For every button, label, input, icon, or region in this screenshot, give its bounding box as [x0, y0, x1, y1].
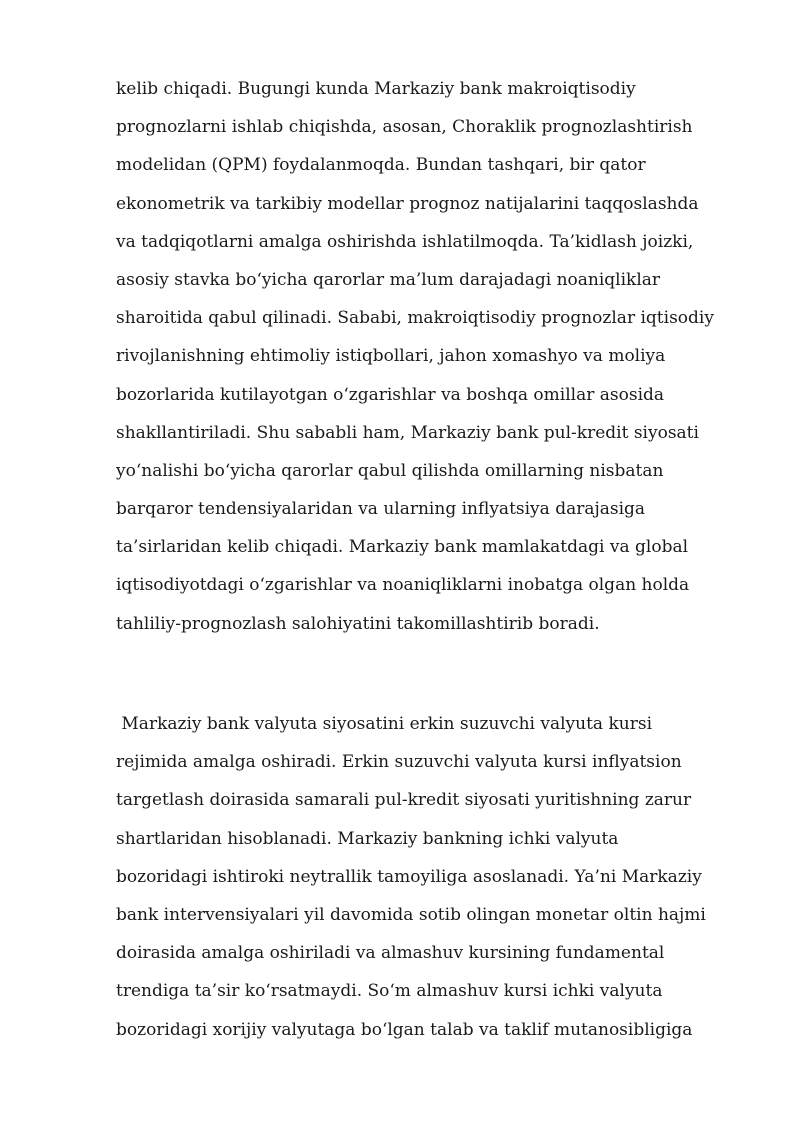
text-line: targetlash doirasida samarali pul-kredit siyosati yuritishning zarur [116, 790, 692, 811]
text-line: trendiga ta’sir ko‘rsatmaydi. So‘m almashuv kursi ichki valyuta [116, 981, 663, 1002]
text-line: ta’sirlaridan kelib chiqadi. Markaziy bank mamlakatdagi va global [116, 537, 689, 558]
text-line: sharoitida qabul qilinadi. Sababi, makroiqtisodiy prognozlar iqtisodiy [116, 308, 714, 329]
text-line: barqaror tendensiyalaridan va ularning inflyatsiya darajasiga [116, 499, 646, 520]
text-line: tahliliy-prognozlash salohiyatini takomillashtirib boradi. [116, 613, 600, 634]
text-line: yo‘nalishi bo‘yicha qarorlar qabul qilishda omillarning nisbatan [116, 460, 664, 481]
paragraph-monetary-forecasting [116, 70, 756, 643]
text-line: iqtisodiyotdagi o‘zgarishlar va noaniqliklarni inobatga olgan holda [116, 575, 690, 596]
text-line: kelib chiqadi. Bugungi kunda Markaziy bank makroiqtisodiy [116, 79, 636, 99]
paragraph-currency-policy [116, 705, 756, 1049]
text-line: ekonometrik va tarkibiy modellar prognoz natijalarini taqqoslashda [116, 193, 699, 214]
text-line: shakllantiriladi. Shu sababli ham, Markaziy bank pul-kredit siyosati [116, 422, 699, 443]
text-line: shartlaridan hisoblanadi. Markaziy bankning ichki valyuta [116, 828, 619, 849]
text-line: doirasida amalga oshiriladi va almashuv kursining fundamental [116, 943, 665, 964]
text-line: Markaziy bank valyuta siyosatini erkin suzuvchi valyuta kursi [116, 714, 653, 734]
text-line: bank intervensiyalari yil davomida sotib olingan monetar oltin hajmi [116, 904, 706, 925]
text-line: rivojlanishning ehtimoliy istiqbollari, jahon xomashyo va moliya [116, 346, 666, 367]
text-line: modelidan (QPM) foydalanmoqda. Bundan tashqari, bir qator [116, 155, 646, 176]
text-line: asosiy stavka bo‘yicha qarorlar ma’lum darajadagi noaniqliklar [116, 269, 661, 290]
text-line: prognozlarni ishlab chiqishda, asosan, Choraklik prognozlashtirish [116, 117, 693, 138]
text-line: bozoridagi ishtiroki neytrallik tamoyiliga asoslanadi. Ya’ni Markaziy [116, 866, 702, 887]
text-line: bozoridagi xorijiy valyutaga bo‘lgan talab va taklif mutanosibligiga [116, 1019, 693, 1040]
text-line: rejimida amalga oshiradi. Erkin suzuvchi valyuta kursi inflyatsion [116, 752, 682, 773]
text-line: bozorlarida kutilayotgan o‘zgarishlar va boshqa omillar asosida [116, 384, 665, 405]
text-line: va tadqiqotlarni amalga oshirishda ishlatilmoqda. Ta’kidlash joizki, [116, 231, 694, 252]
